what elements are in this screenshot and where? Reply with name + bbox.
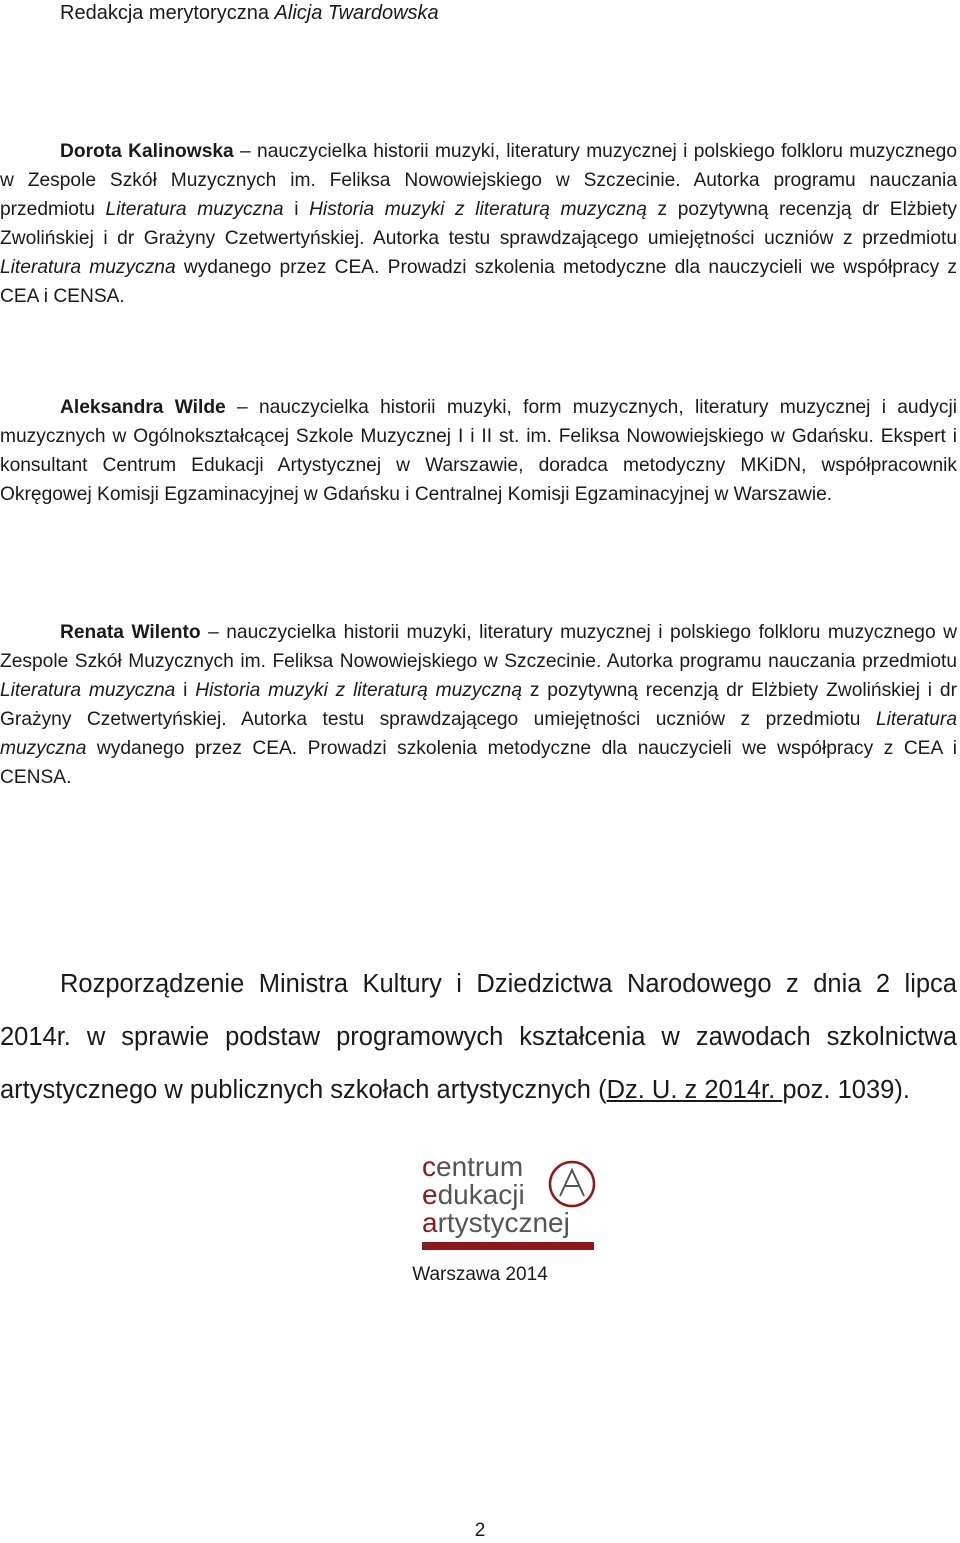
journal-link[interactable]: Dz. U. z 2014r. (606, 1076, 783, 1104)
regulation-reference (0, 958, 957, 1117)
bio-italic: Literatura muzyczna (0, 257, 176, 278)
svg-text:edukacji: edukacji (422, 1179, 525, 1210)
page-number: 2 (474, 1520, 486, 1541)
bio-name: Dorota Kalinowska (60, 141, 234, 162)
bio-wilento (0, 618, 957, 792)
bio-text: – nauczycielka historii muzyki, literatury muzycznej i polskiego folkloru muzycznego w Zespole Szkół Muzycznych im. Feliksa Nowowiejskiego w Szczecinie. Autorka programu nauczania przedmiotu (0, 622, 957, 672)
cea-mark-icon (560, 1170, 584, 1196)
bio-italic: Literatura muzyczna (0, 680, 176, 701)
svg-text:artystycznej: artystycznej (422, 1207, 570, 1238)
svg-text:centrum: centrum (422, 1151, 524, 1182)
logo-bar (422, 1242, 594, 1250)
bio-name: Aleksandra Wilde (60, 397, 226, 418)
bio-wilde (0, 393, 957, 509)
bio-text: wydanego przez CEA. Prowadzi szkolenia metodyczne dla nauczycieli we współpracy z CEA i CENSA. (0, 257, 957, 307)
regulation-text: Rozporządzenie Ministra Kultury i Dziedzictwa Narodowego z dnia 2 lipca 2014r. w sprawie podstaw programowych kształcenia w zawodach szkolnictwa artystycznego w publicznych szkołach artystycznych ( (0, 970, 957, 1104)
bio-kalinowska (0, 137, 957, 311)
bio-text: wydanego przez CEA. Prowadzi szkolenia metodyczne dla nauczycieli we współpracy z CEA i CENSA. (0, 738, 957, 788)
city-year: Warszawa 2014 (412, 1264, 548, 1285)
cea-logo (420, 1150, 600, 1260)
bio-text: i (283, 199, 310, 220)
credit-prefix: Redakcja merytoryczna (60, 2, 269, 24)
bio-text: z pozytywną recenzją dr Elżbiety Zwolińskiej i dr Grażyny Czetwertyńskiej. Autorka testu sprawdzającego umiejętności uczniów z przedmiotu (0, 680, 957, 730)
credit-name: Alicja Twardowska (274, 2, 439, 24)
bio-text: – nauczycielka historii muzyki, form muzycznych, literatury muzycznej i audycji muzycznych w Ogólnokształcącej Szkole Muzycznej I i II st. im. Feliksa Nowowiejskiego w Gdańsku. Ekspert i konsultant Centrum Edukacji Artystycznej w Warszawie, doradca metodyczny MKiDN, współpracownik Okręgowej Komisji Egzaminacyjnej w Gdańsku i Centralnej Komisji Egzaminacyjnej w Warszawie. (0, 397, 957, 505)
bio-text: z pozytywną recenzją dr Elżbiety Zwolińskiej i dr Grażyny Czetwertyńskiej. Autorka testu sprawdzającego umiejętności uczniów z przedmiotu (0, 199, 957, 249)
bio-name: Renata Wilento (60, 622, 201, 643)
editor-credit (60, 0, 439, 26)
bio-italic: Literatura muzyczna (0, 709, 957, 759)
bio-text: – nauczycielka historii muzyki, literatury muzycznej i polskiego folkloru muzycznego w Zespole Szkół Muzycznych im. Feliksa Nowowiejskiego w Szczecinie. Autorka programu nauczania przedmiotu (0, 141, 957, 220)
bio-italic: Historia muzyki z literaturą muzyczną (195, 680, 523, 701)
bio-text: i (175, 680, 196, 701)
bio-italic: Historia muzyki z literaturą muzyczną (309, 199, 647, 220)
bio-italic: Literatura muzyczna (105, 199, 284, 220)
regulation-tail: poz. 1039). (782, 1076, 910, 1104)
